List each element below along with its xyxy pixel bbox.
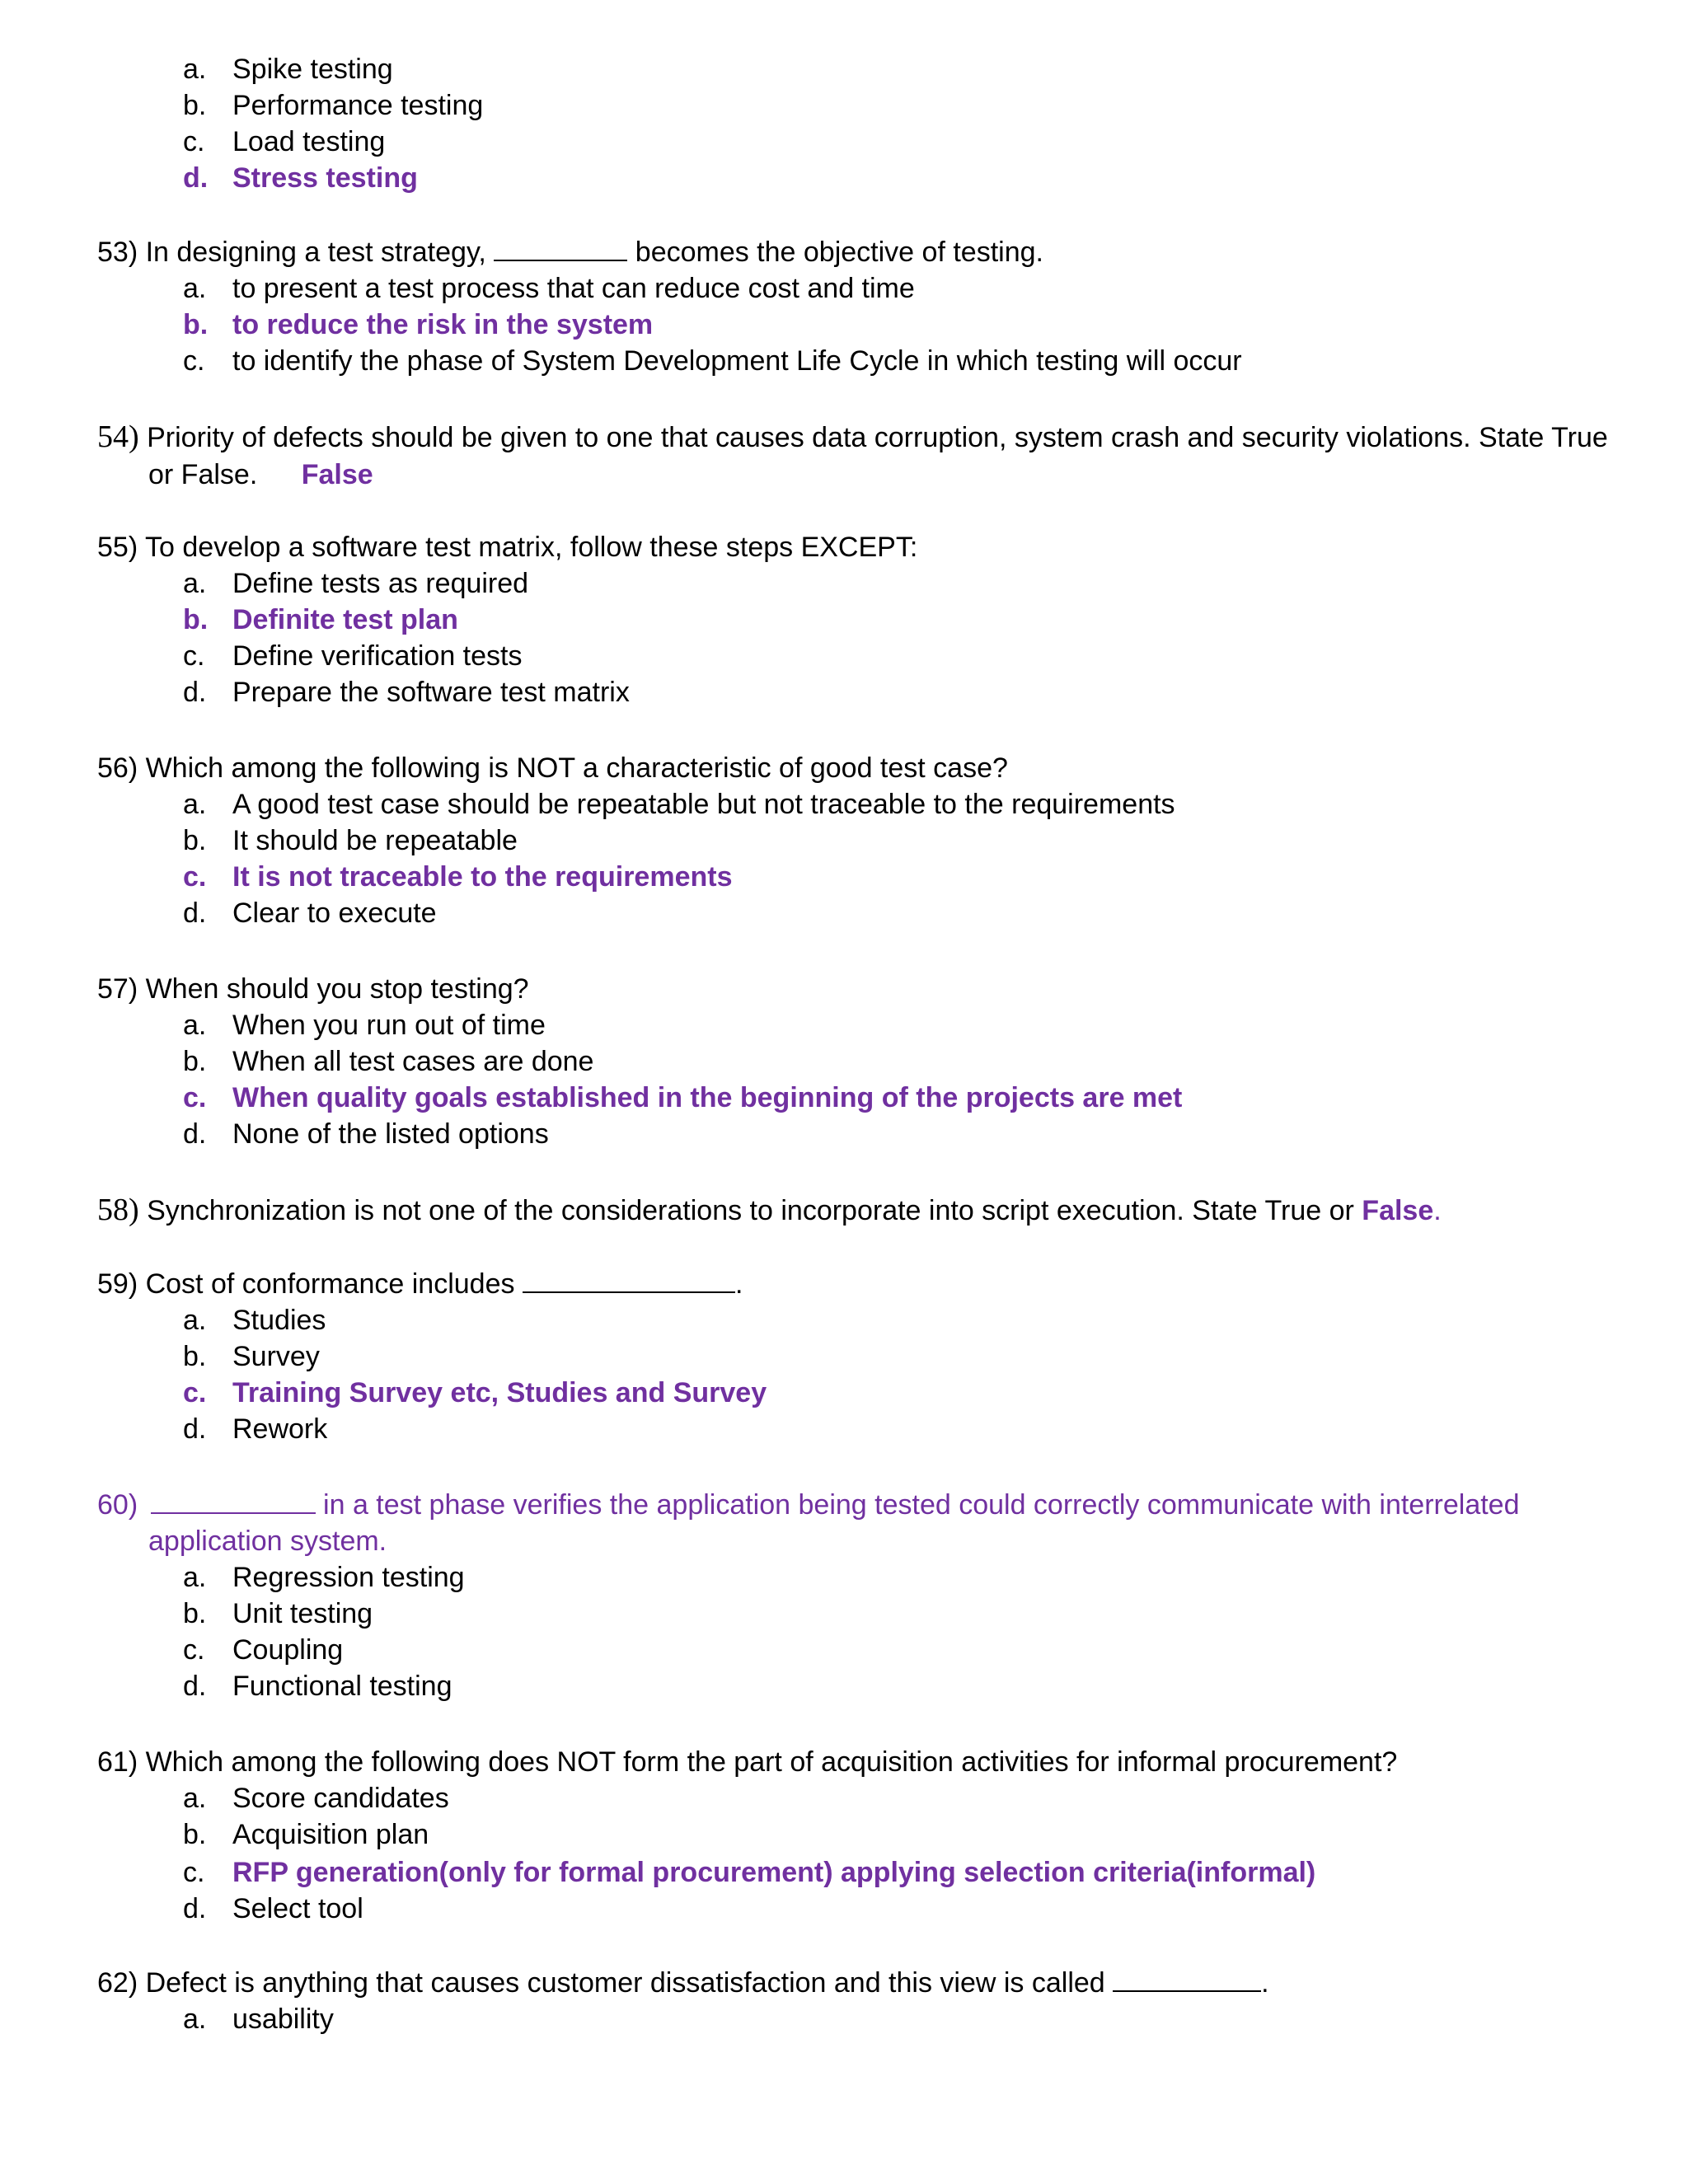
question-number: 61) [97, 1746, 138, 1778]
question-55: 55) To develop a software test matrix, follow these steps EXCEPT: [97, 532, 918, 563]
question-62: 62) Defect is anything that causes customer dissatisfaction and this view is called . [97, 1967, 1269, 1999]
fill-blank [1113, 1966, 1261, 1992]
question-number: 62) [97, 1967, 138, 1999]
question-60: 60) in a test phase verifies the application being tested could correctly communicate with interrelated [97, 1489, 1520, 1521]
fill-blank [523, 1267, 735, 1293]
question-60-line2: application system. [148, 1526, 387, 1557]
fill-blank [151, 1488, 316, 1514]
question-number: 58) [97, 1193, 139, 1227]
question-58: 58) Synchronization is not one of the considerations to incorporate into script execution. State True or False. [97, 1193, 1442, 1227]
question-54-line2: or False. False [148, 459, 373, 490]
question-number: 55) [97, 532, 138, 563]
answer-58: False [1362, 1195, 1434, 1226]
question-number: 56) [97, 752, 138, 784]
question-number: 60) [97, 1489, 138, 1521]
question-number: 54) [97, 419, 139, 454]
question-56: 56) Which among the following is NOT a characteristic of good test case? [97, 752, 1008, 784]
question-number: 57) [97, 973, 138, 1005]
question-53: 53) In designing a test strategy, becomes the objective of testing. [97, 237, 1043, 268]
question-59: 59) Cost of conformance includes . [97, 1268, 743, 1300]
question-54: 54) Priority of defects should be given to one that causes data corruption, system crash and security violations. State True [97, 419, 1608, 454]
fill-blank [494, 235, 627, 261]
answer-54: False [301, 459, 373, 490]
question-number: 53) [97, 237, 138, 268]
document-page: a. Spike testing b. Performance testing c. Load testing d. Stress testing 53) In designing a test strategy, becomes the objective of testing. a. to present a test process that can reduce cost and time b. to reduce the risk in the system c. to identify the phase of System Development Life Cycle in which testing will occur 54) Priority of defects should be given to one that causes data corruption, system crash and security violations. State True or False. False 55) To develop a software test matrix, follow these steps EXCEPT: a. Define tests as required b. Definite test plan c. Define verification tests d. Prepare the software test matrix 56) Which among the following is NOT a characteristic of good test case? a. A good test case should be repeatable but not traceable to the requirements b. It should be repeatable c. It is not traceable to the requirements d. Clear to execute 57) When should you stop testing? a. When you run out of time b. When all test cases are done c. When quality goals established in the beginning of the projects are met d. None of the listed options 58) Synchronization is not one of the considerations to incorporate into script execution. State True or False. 59) Cost of conformance includes . a. Studies b. Survey c. Training Survey etc, Studies and Survey d. Rework 60) in a test phase verifies the application being tested could correctly communicate with interrelated application system. a. Regression testing b. Unit testing c. Coupling d. Functional testing 61) Which among the following does NOT form the part of acquisition activities for informal procurement? a. Score candidates b. Acquisition plan c. RFP generation(only for formal procurement) applying selection criteria(informal) d. Select tool 62) Defect is anything that causes customer dissatisfaction and this view is called . a. usability [97, 54, 1608, 2035]
question-61: 61) Which among the following does NOT form the part of acquisition activities for informal procurement? [97, 1746, 1398, 1778]
question-57: 57) When should you stop testing? [97, 973, 529, 1005]
question-number: 59) [97, 1268, 138, 1300]
